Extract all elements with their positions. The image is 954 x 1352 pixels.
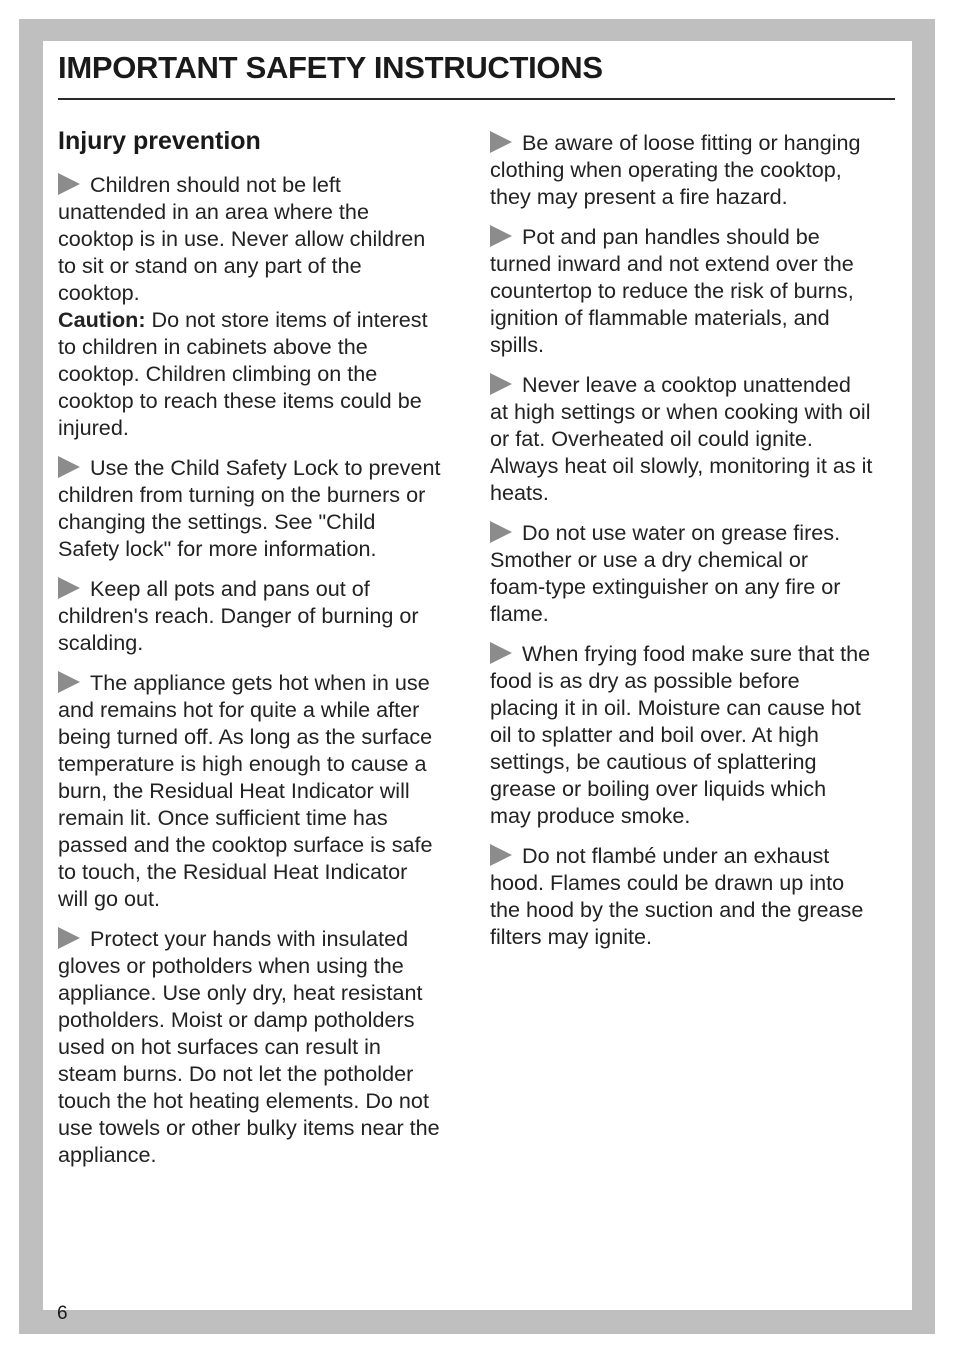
text-line: temperature is high enough to cause a [58,751,427,776]
text-line: Children should not be left [58,171,468,198]
text-line: grease or boiling over liquids which [490,776,827,801]
text-line: may produce smoke. [490,803,691,828]
text-line: filters may ignite. [490,924,653,949]
text-line: appliance. [58,1142,157,1167]
text-line: steam burns. Do not let the potholder [58,1061,414,1086]
text-line: turned inward and not extend over the [490,251,854,276]
text-line: settings, be cautious of splattering [490,749,817,774]
text-line: Do not flambé under an exhaust [490,842,900,869]
text-line: appliance. Use only dry, heat resistant [58,980,423,1005]
text-line: gloves or potholders when using the [58,953,404,978]
safety-item-protect-hands [58,925,468,1168]
caution-line: Caution: Do not store items of interest [58,307,428,332]
triangle-right-icon [490,521,512,543]
triangle-right-icon [58,577,80,599]
text-line: used on hot surfaces can result in [58,1034,381,1059]
text-line: will go out. [58,886,161,911]
triangle-right-icon [58,173,80,195]
caution-label: Caution: [58,307,146,332]
text-line: use towels or other bulky items near the [58,1115,440,1140]
text-line: cooktop. [58,280,140,305]
text-line: burn, the Residual Heat Indicator will [58,778,410,803]
text-line: flame. [490,601,549,626]
text-line: cooktop. Children climbing on the [58,361,378,386]
section-heading: Injury prevention [58,127,261,155]
text-line: to touch, the Residual Heat Indicator [58,859,408,884]
triangle-right-icon [58,456,80,478]
safety-item-never-unattended [490,371,900,506]
text-line: Use the Child Safety Lock to prevent [58,454,468,481]
safety-item-pan-handles [490,223,900,358]
text-line: Always heat oil slowly, monitoring it as it [490,453,873,478]
text-line: Safety lock" for more information. [58,536,377,561]
text-line: spills. [490,332,544,357]
text-line: ignition of flammable materials, and [490,305,830,330]
text-line: hood. Flames could be drawn up into [490,870,845,895]
safety-item-pots-out-of-reach [58,575,468,656]
safety-item-loose-clothing [490,129,900,210]
text-line: remain lit. Once sufficient time has [58,805,388,830]
text-line: at high settings or when cooking with oil [490,399,871,424]
text-line: clothing when operating the cooktop, [490,157,842,182]
triangle-right-icon [58,927,80,949]
text-line: scalding. [58,630,144,655]
safety-item-flambe [490,842,900,950]
right-column [490,129,900,963]
triangle-right-icon [490,844,512,866]
safety-item-grease-fires [490,519,900,627]
text-line: passed and the cooktop surface is safe [58,832,433,857]
text-line: Do not use water on grease fires. [490,519,900,546]
triangle-right-icon [490,642,512,664]
text-line: foam-type extinguisher on any fire or [490,574,841,599]
text-line: Keep all pots and pans out of [58,575,468,602]
text-line: being turned off. As long as the surface [58,724,433,749]
text-line: Be aware of loose fitting or hanging [490,129,900,156]
safety-item-appliance-hot [58,669,468,912]
text-line: to children in cabinets above the [58,334,368,359]
text-line: Never leave a cooktop unattended [490,371,900,398]
text-line: When frying food make sure that the [490,640,900,667]
text-line: or fat. Overheated oil could ignite. [490,426,813,451]
text-line: changing the settings. See "Child [58,509,376,534]
text-line: cooktop to reach these items could be [58,388,422,413]
page-title: IMPORTANT SAFETY INSTRUCTIONS [58,50,603,85]
text-line: oil to splatter and boil over. At high [490,722,819,747]
text-line: Smother or use a dry chemical or [490,547,809,572]
text-line: heats. [490,480,549,505]
safety-item-children-unattended [58,171,468,441]
text-line: unattended in an area where the [58,199,369,224]
text-line: food is as dry as possible before [490,668,800,693]
text-line: children's reach. Danger of burning or [58,603,419,628]
text-line: placing it in oil. Moisture can cause hot [490,695,861,720]
page-number: 6 [57,1303,68,1324]
triangle-right-icon [490,131,512,153]
text-line: they may present a fire hazard. [490,184,788,209]
text-line: Protect your hands with insulated [58,925,468,952]
text-line: the hood by the suction and the grease [490,897,864,922]
text-line: potholders. Moist or damp potholders [58,1007,415,1032]
text-line: The appliance gets hot when in use [58,669,468,696]
text-line: children from turning on the burners or [58,482,426,507]
text-line: Pot and pan handles should be [490,223,900,250]
left-column [58,123,468,1181]
triangle-right-icon [58,671,80,693]
title-divider [58,98,895,100]
text-line: and remains hot for quite a while after [58,697,420,722]
safety-item-child-lock [58,454,468,562]
text-line: to sit or stand on any part of the [58,253,362,278]
triangle-right-icon [490,225,512,247]
text-line: countertop to reduce the risk of burns, [490,278,854,303]
triangle-right-icon [490,373,512,395]
safety-item-frying-food [490,640,900,829]
text-line: cooktop is in use. Never allow children [58,226,426,251]
text-line: touch the hot heating elements. Do not [58,1088,429,1113]
text-line: injured. [58,415,129,440]
